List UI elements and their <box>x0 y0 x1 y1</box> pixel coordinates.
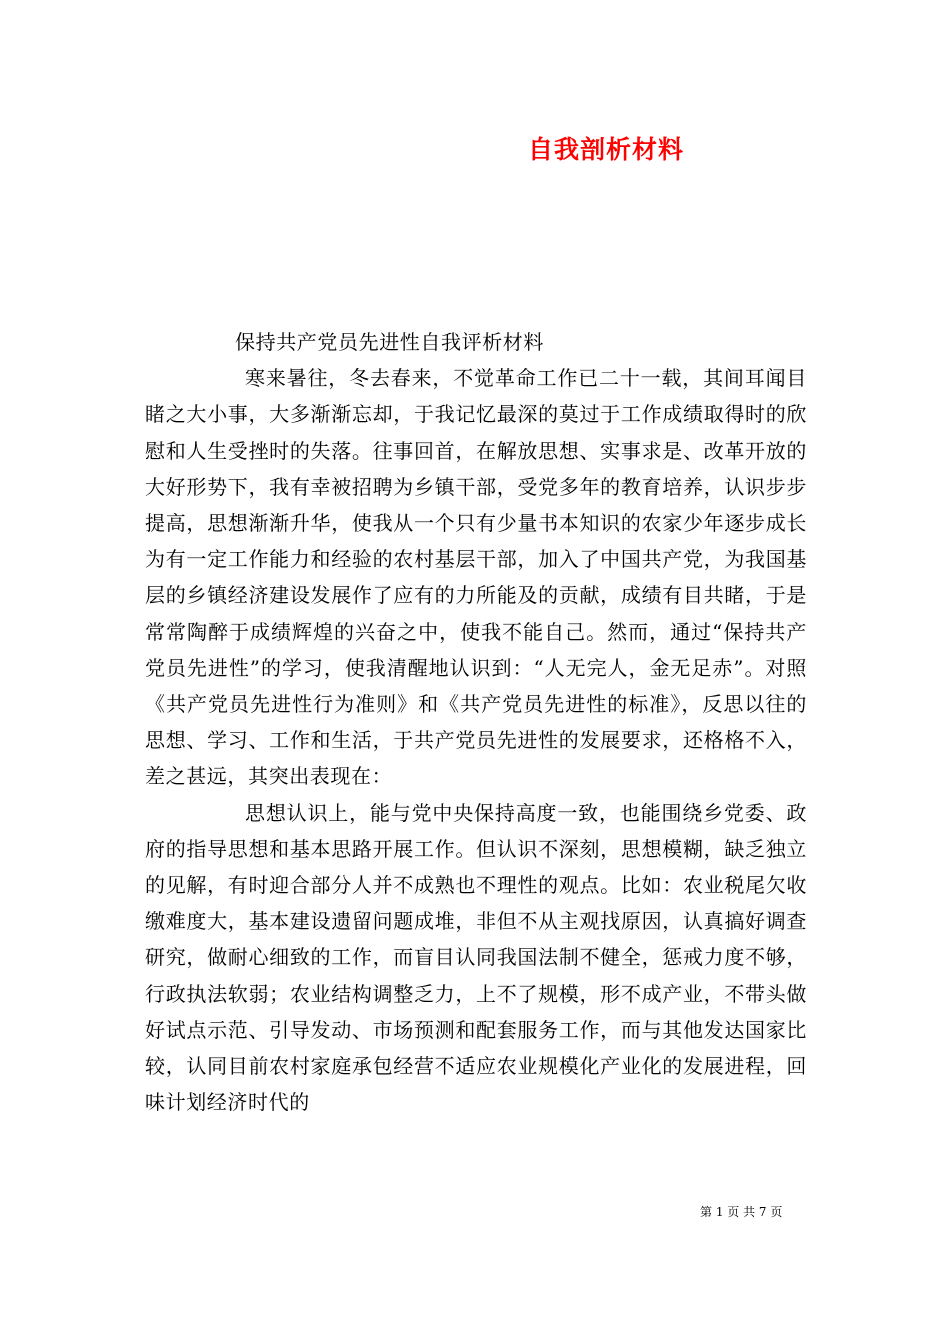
page-number: 第 1 页 共 7 页 <box>700 1205 783 1219</box>
paragraph: 寒来暑往，冬去春来，不觉革命工作已二十一载，其间耳闻目睹之大小事，大多渐渐忘却，于我记忆最深的莫过于工作成绩取得时的欣慰和人生受挫时的失落。往事回首，在解放思想、实事求是、改革开放的大好形势下，我有幸被招聘为乡镇干部，受党多年的教育培养，认识步步提高，思想渐渐升华，使我从一个只有少量书本知识的农家少年逐步成长为有一定工作能力和经验的农村基层干部，加入了中国共产党，为我国基层的乡镇经济建设发展作了应有的力所能及的贡献，成绩有目共睹，于是常常陶醉于成绩辉煌的兴奋之中，使我不能自己。然而，通过“保持共产党员先进性”的学习，使我清醒地认识到：“人无完人，金无足赤”。对照《共产党员先进性行为准则》和《共产党员先进性的标准》，反思以往的思想、学习、工作和生活，于共产党员先进性的发展要求，还格格不入，差之甚远，其突出表现在： <box>145 366 807 789</box>
document-subtitle: 保持共产党员先进性自我评析材料 <box>235 330 544 354</box>
document-body <box>145 324 807 1120</box>
paragraph: 思想认识上，能与党中央保持高度一致，也能围绕乡党委、政府的指导思想和基本思路开展工作。但认识不深刻，思想模糊，缺乏独立的见解，有时迎合部分人并不成熟也不理性的观点。比如：农业税尾欠收缴难度大，基本建设遗留问题成堆，非但不从主观找原因，认真搞好调查研究，做耐心细致的工作，而盲目认同我国法制不健全，惩戒力度不够，行政执法软弱；农业结构调整乏力，上不了规模，形不成产业，不带头做好试点示范、引导发动、市场预测和配套服务工作，而与其他发达国家比较，认同目前农村家庭承包经营不适应农业规模化产业化的发展进程，回味计划经济时代的 <box>145 800 807 1115</box>
page-title: 自我剖析材料 <box>528 135 685 164</box>
